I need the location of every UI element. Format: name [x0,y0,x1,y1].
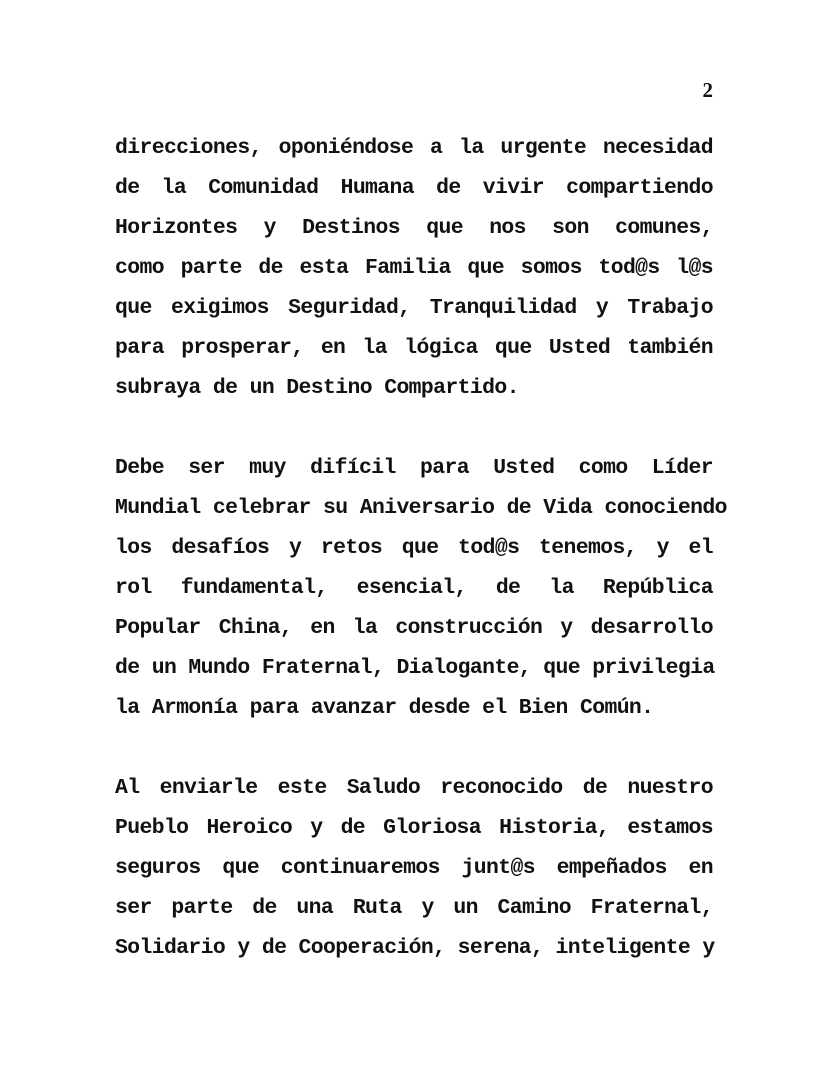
text-line: los desafíos y retos que tod@s tenemos, y el [115,536,713,560]
text-line: Popular China, en la construcción y desarrollo [115,616,713,640]
text-line: de un Mundo Fraternal, Dialogante, que privilegia [115,656,715,680]
text-line: Al enviarle este Saludo reconocido de nuestro [115,776,713,800]
text-line: la Armonía para avanzar desde el Bien Común. [115,696,654,720]
text-line: de la Comunidad Humana de vivir compartiendo [115,176,713,200]
text-line: para prosperar, en la lógica que Usted también [115,336,713,360]
text-line: como parte de esta Familia que somos tod@s l@s [115,256,713,280]
page-number: 2 [702,78,713,102]
paragraph [115,768,713,968]
paragraph [115,448,727,728]
text-line: rol fundamental, esencial, de la República [115,576,713,600]
text-line: Solidario y de Cooperación, serena, inteligente y [115,936,715,960]
paragraph-spacer [115,728,713,768]
text-line: Pueblo Heroico y de Gloriosa Historia, estamos [115,816,713,840]
text-line: Debe ser muy difícil para Usted como Líder [115,456,713,480]
text-line: ser parte de una Ruta y un Camino Fraternal, [115,896,713,920]
text-line: seguros que continuaremos junt@s empeñados en [115,856,713,880]
text-line: direcciones, oponiéndose a la urgente necesidad [115,136,713,160]
text-line: que exigimos Seguridad, Tranquilidad y Trabajo [115,296,713,320]
paragraph [115,128,713,408]
text-line: Mundial celebrar su Aniversario de Vida conociendo [115,496,727,520]
paragraph-spacer [115,408,713,448]
text-line: subraya de un Destino Compartido. [115,376,519,400]
letter-body [115,128,727,968]
text-line: Horizontes y Destinos que nos son comunes, [115,216,713,240]
